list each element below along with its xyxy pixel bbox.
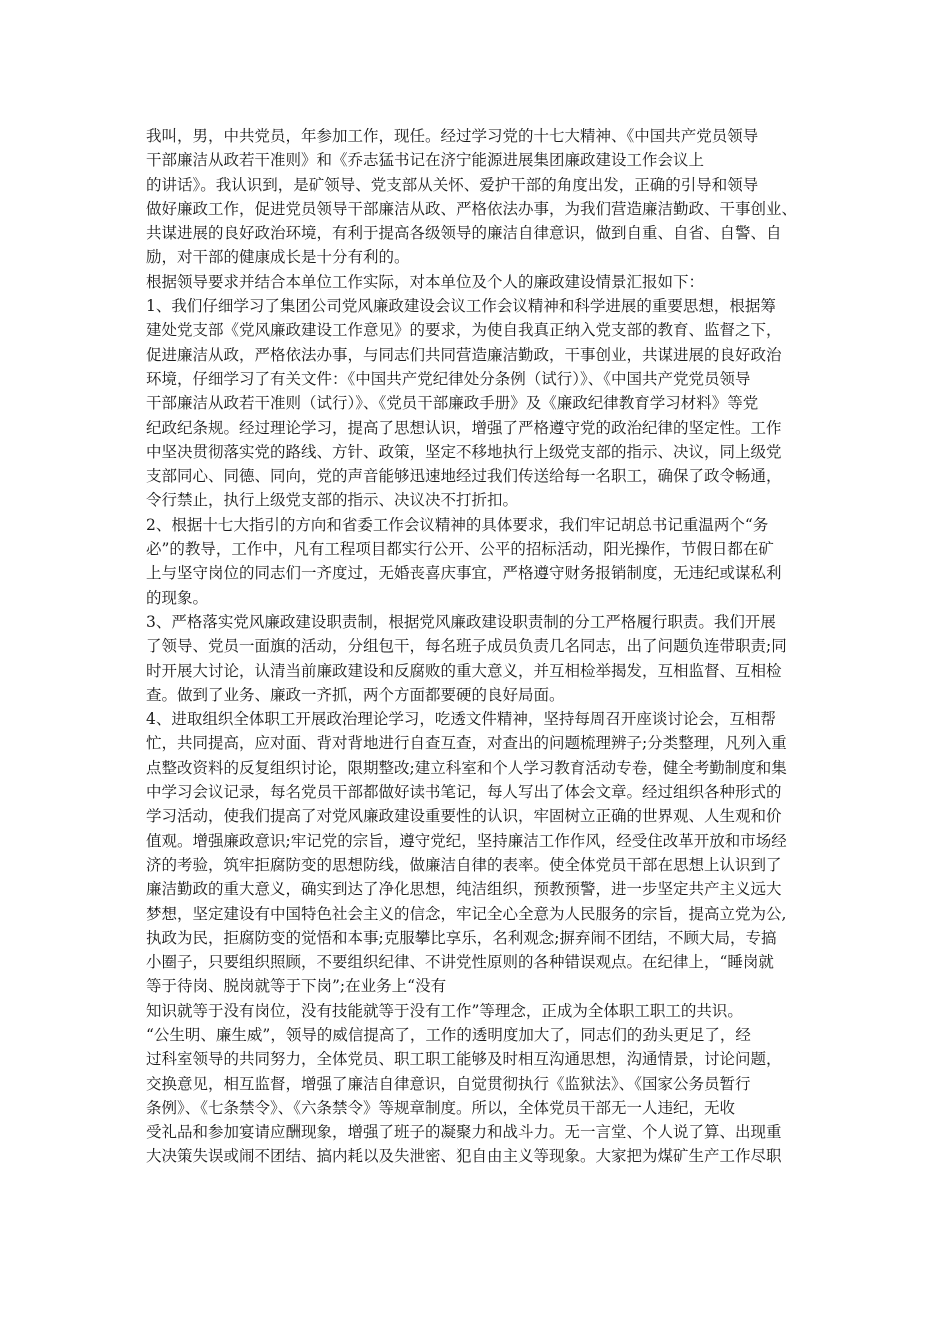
text-line: 我叫，男，中共党员，年参加工作，现任。经过学习党的十七大精神、《中国共产党员领导: [146, 127, 759, 145]
text-line: 中坚决贯彻落实党的路线、方针、政策，坚定不移地执行上级党支部的指示、决议，同上级党: [146, 442, 782, 461]
text-line: 廉洁勤政的重大意义，确实到达了净化思想，纯洁组织，预教预警，进一步坚定共产主义远大: [146, 880, 782, 899]
text-line: 共谋进展的良好政治环境，有利于提高各级领导的廉洁自律意识，做到自重、自省、自警、自: [146, 224, 782, 243]
text-line: 查。做到了业务、廉政一齐抓，两个方面都要硬的良好局面。: [146, 685, 565, 704]
text-line: 梦想，坚定建设有中国特色社会主义的信念，牢记全心全意为人民服务的宗旨，提高立党为公,: [146, 904, 787, 923]
text-line: 小圈子，只要组织照顾，不要组织纪律、不讲党性原则的各种错误观点。在纪律上，“睡岗就: [146, 953, 774, 972]
text-line: 促进廉洁从政，严格依法办事，与同志们共同营造廉洁勤政，干事创业，共谋进展的良好政治: [146, 345, 782, 364]
text-line: 受礼品和参加宴请应酬现象，增强了班子的凝聚力和战斗力。无一言堂、个人说了算、出现重: [146, 1123, 782, 1142]
text-line: 支部同心、同德、同向，党的声音能够迅速地经过我们传送给每一名职工，确保了政令畅通，: [146, 467, 782, 486]
text-line: 上与坚守岗位的同志们一齐度过，无婚丧喜庆事宜，严格遵守财务报销制度，无违纪或谋私利: [146, 564, 782, 583]
text-line: 忙，共同提高，应对面、背对背地进行自查互查，对查出的问题梳理辨子;分类整理，凡列入重: [146, 734, 787, 753]
text-line: 等于待岗、脱岗就等于下岗”;在业务上“没有: [146, 977, 447, 996]
text-line: 了领导、党员一面旗的活动，分组包干，每名班子成员负责几名同志，出了问题负连带职责;同: [146, 637, 787, 656]
text-line: 交换意见，相互监督，增强了廉洁自律意识，自觉贯彻执行《监狱法》、《国家公务员暂行: [146, 1074, 751, 1093]
text-line: 过科室领导的共同努力，全体党员、职工职工能够及时相互沟通思想，沟通情景，讨论问题，: [146, 1050, 782, 1069]
text-line: 执政为民，拒腐防变的觉悟和本事;克服攀比享乐，名利观念;摒弃闹不团结，不顾大局，专搞: [146, 928, 777, 947]
text-line: 必”的教导，工作中，凡有工程项目都实行公开、公平的招标活动，阳光操作，节假日都在矿: [146, 540, 774, 559]
text-line: 1、我们仔细学习了集团公司党风廉政建设会议工作会议精神和科学进展的重要思想，根据筹: [146, 297, 776, 316]
text-line: 做好廉政工作，促进党员领导干部廉洁从政、严格依法办事，为我们营造廉洁勤政、干事创业、: [146, 199, 798, 218]
text-line: 环境，仔细学习了有关文件：《中国共产党纪律处分条例（试行）》、《中国共产党党员领导: [146, 369, 751, 388]
text-line: 2、根据十七大指引的方向和省委工作会议精神的具体要求，我们牢记胡总书记重温两个“务: [146, 515, 769, 534]
text-line: “公生明、廉生威”，领导的威信提高了，工作的透明度加大了，同志们的劲头更足了，经: [146, 1025, 751, 1044]
text-line: 根据领导要求并结合本单位工作实际，对本单位及个人的廉政建设情景汇报如下：: [146, 272, 705, 291]
text-line: 中学习会议记录，每名党员干部都做好读书笔记，每人写出了体会文章。经过组织各种形式的: [146, 783, 782, 802]
text-line: 学习活动，使我们提高了对党风廉政建设重要性的认识，牢固树立正确的世界观、人生观和价: [146, 807, 782, 826]
text-line: 干部廉洁从政若干准则》和《乔志猛书记在济宁能源进展集团廉政建设工作会议上: [146, 151, 705, 170]
text-line: 条例》、《七条禁令》、《六条禁令》等规章制度。所以，全体党员干部无一人违纪，无收: [146, 1098, 736, 1117]
text-line: 大决策失误或闹不团结、搞内耗以及失泄密、犯自由主义等现象。大家把为煤矿生产工作尽职: [146, 1147, 782, 1166]
text-line: 时开展大讨论，认清当前廉政建设和反腐败的重大意义，并互相检举揭发，互相监督、互相检: [146, 661, 782, 680]
text-line: 令行禁止，执行上级党支部的指示、决议决不打折扣。: [146, 491, 519, 510]
text-line: 4、进取组织全体职工开展政治理论学习，吃透文件精神，坚持每周召开座谈讨论会，互相帮: [146, 710, 776, 729]
text-line: 知识就等于没有岗位，没有技能就等于没有工作”等理念，正成为全体职工职工的共识。: [146, 1001, 743, 1020]
text-line: 建处党支部《党风廉政建设工作意见》的要求，为使自我真正纳入党支部的教育、监督之下，: [146, 321, 782, 340]
text-line: 济的考验，筑牢拒腐防变的思想防线，做廉洁自律的表率。使全体党员干部在思想上认识到了: [146, 855, 782, 874]
text-line: 励，对干部的健康成长是十分有利的。: [146, 248, 410, 267]
text-line: 的讲话》。我认识到，是矿领导、党支部从关怀、爱护干部的角度出发，正确的引导和领导: [146, 175, 759, 194]
text-line: 3、严格落实党风廉政建设职责制，根据党风廉政建设职责制的分工严格履行职责。我们开展: [146, 612, 776, 631]
text-line: 的现象。: [146, 588, 209, 607]
text-line: 纪政纪条规。经过理论学习，提高了思想认识，增强了严格遵守党的政治纪律的坚定性。工作: [146, 418, 782, 437]
document-body: [146, 124, 810, 1169]
text-line: 干部廉洁从政若干准则（试行）》、《党员干部廉政手册》及《廉政纪律教育学习材料》等党: [146, 394, 759, 413]
text-line: 值观。增强廉政意识;牢记党的宗旨，遵守党纪，坚持廉洁工作作风，经受住改革开放和市场经: [146, 831, 787, 850]
text-line: 点整改资料的反复组织讨论，限期整改;建立科室和个人学习教育活动专卷，健全考勤制度和集: [146, 758, 787, 777]
